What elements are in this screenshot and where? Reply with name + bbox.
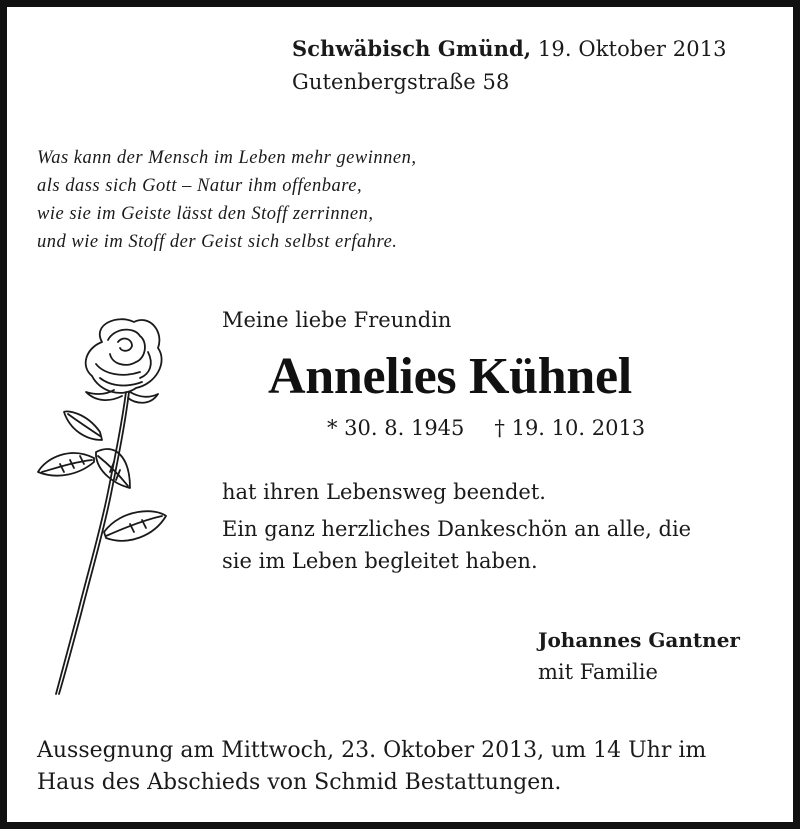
funeral-info-line-1: Aussegnung am Mittwoch, 23. Oktober 2013, um 14 Uhr im [37, 738, 707, 763]
funeral-info-line-2: Haus des Abschieds von Schmid Bestattungen. [37, 770, 562, 795]
poem-line-2: als dass sich Gott – Natur ihm offenbare, [37, 176, 363, 196]
poem-line-3: wie sie im Geiste lässt den Stoff zerrinnen, [37, 204, 374, 224]
rose-illustration [30, 312, 180, 702]
deceased-name: Annelies Kühnel [268, 348, 632, 405]
poem-line-1: Was kann der Mensch im Leben mehr gewinnen, [37, 148, 417, 168]
signature-family: mit Familie [538, 660, 658, 684]
death-date: † 19. 10. 2013 [494, 416, 646, 440]
signature-name: Johannes Gantner [538, 628, 740, 652]
header-date: 19. Oktober 2013 [531, 37, 727, 61]
message-line-3: sie im Leben begleitet haben. [222, 549, 538, 573]
header-place-date [292, 36, 727, 62]
poem-line-4: und wie im Stoff der Geist sich selbst erfahre. [37, 232, 398, 252]
header-city: Schwäbisch Gmünd, [292, 36, 532, 61]
header-street: Gutenbergstraße 58 [292, 70, 510, 94]
life-dates [327, 416, 645, 441]
message-line-2: Ein ganz herzliches Dankeschön an alle, die [222, 517, 692, 541]
message-line-1: hat ihren Lebensweg beendet. [222, 480, 546, 504]
birth-date: * 30. 8. 1945 [327, 416, 465, 440]
intro-text: Meine liebe Freundin [222, 308, 452, 332]
